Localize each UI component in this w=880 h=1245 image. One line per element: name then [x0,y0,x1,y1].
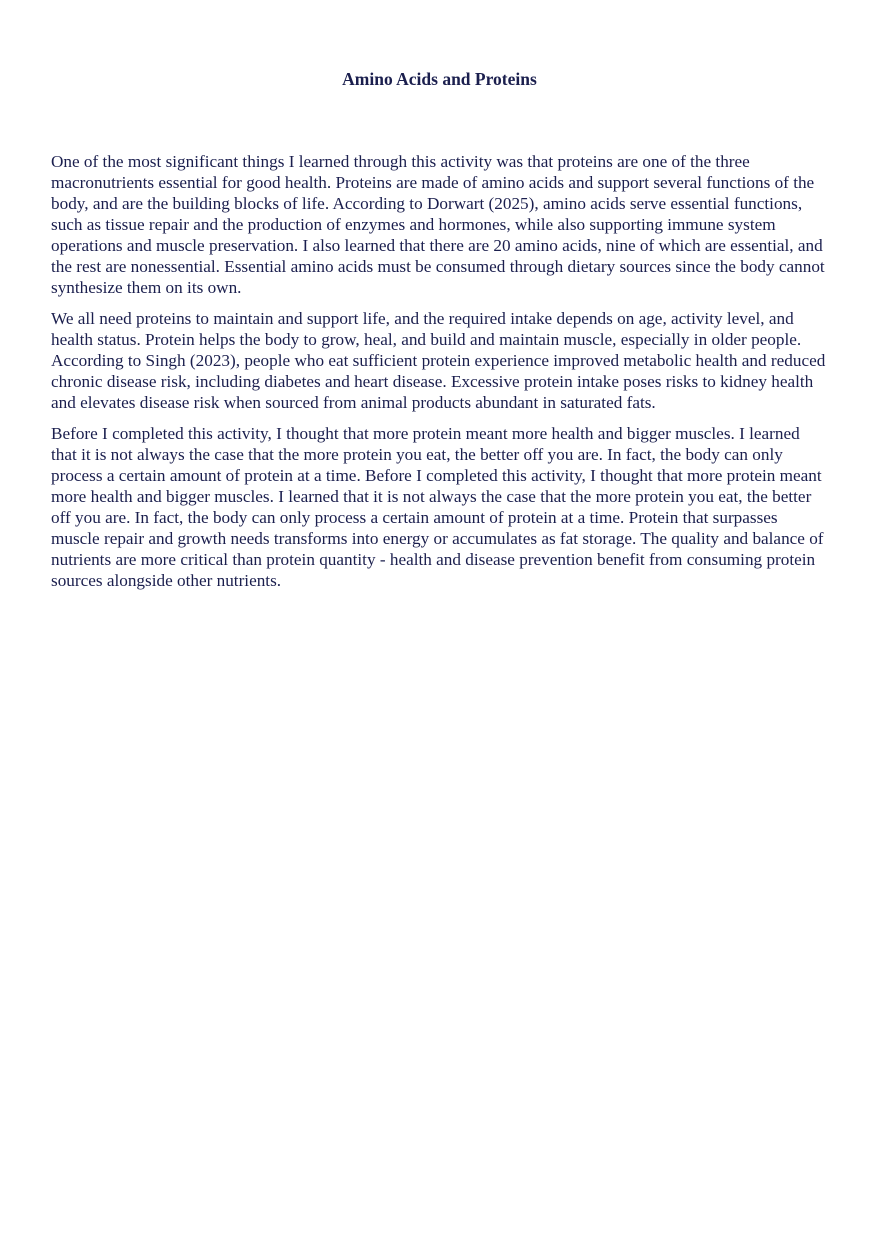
paragraph-3: Before I completed this activity, I thought that more protein meant more health and bigger muscles. I learned that it is not always the case that the more protein you eat, the better off you are. In fact, the body can only process a certain amount of protein at a time. Before I completed this activity, I thought that more protein meant more health and bigger muscles. I learned that it is not always the case that the more protein you eat, the better off you are. In fact, the body can only process a certain amount of protein at a time. Protein that surpasses muscle repair and growth needs transforms into energy or accumulates as fat storage. The quality and balance of nutrients are more critical than protein quantity - health and disease prevention benefit from consuming protein sources alongside other nutrients. [51,424,824,590]
paragraph-2: We all need proteins to maintain and support life, and the required intake depends on age, activity level, and health status. Protein helps the body to grow, heal, and build and maintain muscle, especially in older people. According to Singh (2023), people who eat sufficient protein experience improved metabolic health and reduced chronic disease risk, including diabetes and heart disease. Excessive protein intake poses risks to kidney health and elevates disease risk when sourced from animal products abundant in saturated fats. [51,309,826,412]
paragraph-1: One of the most significant things I learned through this activity was that proteins are one of the three macronutrients essential for good health. Proteins are made of amino acids and support several functions of the body, and are the building blocks of life. According to Dorwart (2025), amino acids serve essential functions, such as tissue repair and the production of enzymes and hormones, while also supporting immune system operations and muscle preservation. I also learned that there are 20 amino acids, nine of which are essential, and the rest are nonessential. Essential amino acids must be consumed through dietary sources since the body cannot synthesize them on its own. [51,152,825,297]
document-title: Amino Acids and Proteins [342,69,537,89]
document-body [51,151,828,591]
